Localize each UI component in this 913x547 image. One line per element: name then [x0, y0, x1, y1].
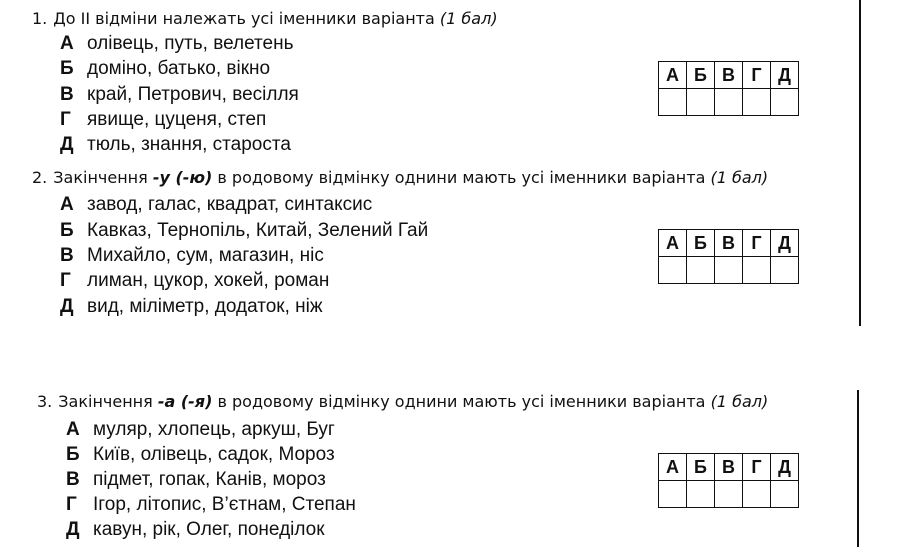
- option-letter: Г: [60, 109, 71, 130]
- option-text: явище, цуценя, степ: [87, 109, 267, 130]
- option-letter: А: [60, 194, 74, 215]
- grid-header-e: Д: [771, 230, 799, 257]
- answer-cell[interactable]: [743, 89, 771, 116]
- answer-grid: [658, 61, 799, 116]
- option-text: підмет, гопак, Канів, мороз: [93, 469, 326, 490]
- grid-header-e: Д: [771, 454, 799, 481]
- option-letter: В: [66, 469, 80, 490]
- option-text: доміно, батько, вікно: [87, 58, 271, 79]
- option-text: лиман, цукор, хокей, роман: [87, 270, 330, 291]
- answer-cell[interactable]: [659, 481, 687, 508]
- points-label: (1 бал): [710, 392, 769, 411]
- option-letter: Д: [66, 519, 80, 540]
- grid-header-a: А: [659, 62, 687, 89]
- grid-header-d: Г: [743, 62, 771, 89]
- answer-cell[interactable]: [771, 481, 799, 508]
- option-letter: А: [66, 419, 80, 440]
- grid-header-row: [659, 62, 799, 89]
- question-number: 2.: [32, 168, 48, 187]
- option-a: [66, 419, 335, 441]
- option-letter: Д: [60, 296, 74, 317]
- option-letter: В: [60, 245, 74, 266]
- grid-header-b: Б: [687, 62, 715, 89]
- answer-cell[interactable]: [687, 481, 715, 508]
- title-text: Закінчення: [53, 168, 148, 187]
- option-letter: В: [60, 84, 74, 105]
- option-e: [60, 296, 323, 318]
- grid-header-c: В: [715, 62, 743, 89]
- option-text: тюль, знання, староста: [87, 134, 291, 155]
- option-letter: А: [60, 33, 74, 54]
- grid-header-row: [659, 454, 799, 481]
- answer-cell[interactable]: [743, 481, 771, 508]
- title-text-rest: в родовому відмінку однини мають усі іменники варіанта: [217, 392, 706, 411]
- question-title: [32, 9, 498, 28]
- option-b: [60, 58, 270, 80]
- points-label: (1 бал): [439, 9, 498, 28]
- title-text: До II відміни належать усі іменники варіанта: [53, 9, 435, 28]
- option-a: [60, 194, 372, 216]
- answer-cell[interactable]: [715, 89, 743, 116]
- option-text: Михайло, сум, магазин, ніс: [87, 245, 324, 266]
- option-letter: Г: [60, 270, 71, 291]
- question-number: 3.: [37, 392, 53, 411]
- option-c: [60, 84, 299, 106]
- answer-cell[interactable]: [687, 89, 715, 116]
- option-d: [60, 270, 329, 292]
- page-edge-line-bottom: [857, 390, 859, 547]
- question-title: [32, 168, 768, 187]
- points-label: (1 бал): [710, 168, 769, 187]
- grid-answer-row: [659, 89, 799, 116]
- option-text: край, Петрович, весілля: [87, 84, 299, 105]
- option-letter: Б: [66, 444, 80, 465]
- answer-grid: [658, 453, 799, 508]
- answer-cell[interactable]: [659, 257, 687, 284]
- option-d: [60, 109, 266, 131]
- answer-grid: [658, 229, 799, 284]
- grid-header-a: А: [659, 454, 687, 481]
- grid-header-b: Б: [687, 230, 715, 257]
- title-text: Закінчення: [58, 392, 153, 411]
- option-letter: Г: [66, 494, 77, 515]
- option-d: [66, 494, 356, 516]
- grid-answer-row: [659, 257, 799, 284]
- option-letter: Д: [60, 134, 74, 155]
- option-letter: Б: [60, 220, 74, 241]
- answer-cell[interactable]: [687, 257, 715, 284]
- grid-answer-row: [659, 481, 799, 508]
- ending-highlight: -а (-я): [157, 392, 213, 411]
- grid-header-c: В: [715, 454, 743, 481]
- option-c: [66, 469, 326, 491]
- grid-header-d: Г: [743, 454, 771, 481]
- option-text: кавун, рік, Олег, понеділок: [93, 519, 325, 540]
- option-b: [60, 220, 428, 242]
- answer-cell[interactable]: [771, 257, 799, 284]
- option-text: завод, галас, квадрат, синтаксис: [87, 194, 373, 215]
- grid-header-a: А: [659, 230, 687, 257]
- answer-cell[interactable]: [771, 89, 799, 116]
- grid-header-d: Г: [743, 230, 771, 257]
- option-text: вид, міліметр, додаток, ніж: [87, 296, 323, 317]
- option-e: [60, 134, 291, 156]
- option-text: муляр, хлопець, аркуш, Буг: [93, 419, 335, 440]
- page-edge-line-top: [859, 0, 861, 326]
- option-text: Ігор, літопис, В’єтнам, Степан: [93, 494, 356, 515]
- option-text: олівець, путь, велетень: [87, 33, 294, 54]
- title-text-rest: в родовому відмінку однини мають усі іменники варіанта: [217, 168, 706, 187]
- grid-header-row: [659, 230, 799, 257]
- answer-cell[interactable]: [715, 481, 743, 508]
- answer-cell[interactable]: [659, 89, 687, 116]
- grid-header-b: Б: [687, 454, 715, 481]
- grid-header-e: Д: [771, 62, 799, 89]
- option-letter: Б: [60, 58, 74, 79]
- option-text: Київ, олівець, садок, Мороз: [93, 444, 335, 465]
- question-title: [37, 392, 768, 411]
- option-b: [66, 444, 335, 466]
- answer-cell[interactable]: [715, 257, 743, 284]
- option-e: [66, 519, 325, 541]
- option-text: Кавказ, Тернопіль, Китай, Зелений Гай: [87, 220, 429, 241]
- question-number: 1.: [32, 9, 48, 28]
- option-c: [60, 245, 324, 267]
- grid-header-c: В: [715, 230, 743, 257]
- option-a: [60, 33, 293, 55]
- answer-cell[interactable]: [743, 257, 771, 284]
- ending-highlight: -у (-ю): [152, 168, 213, 187]
